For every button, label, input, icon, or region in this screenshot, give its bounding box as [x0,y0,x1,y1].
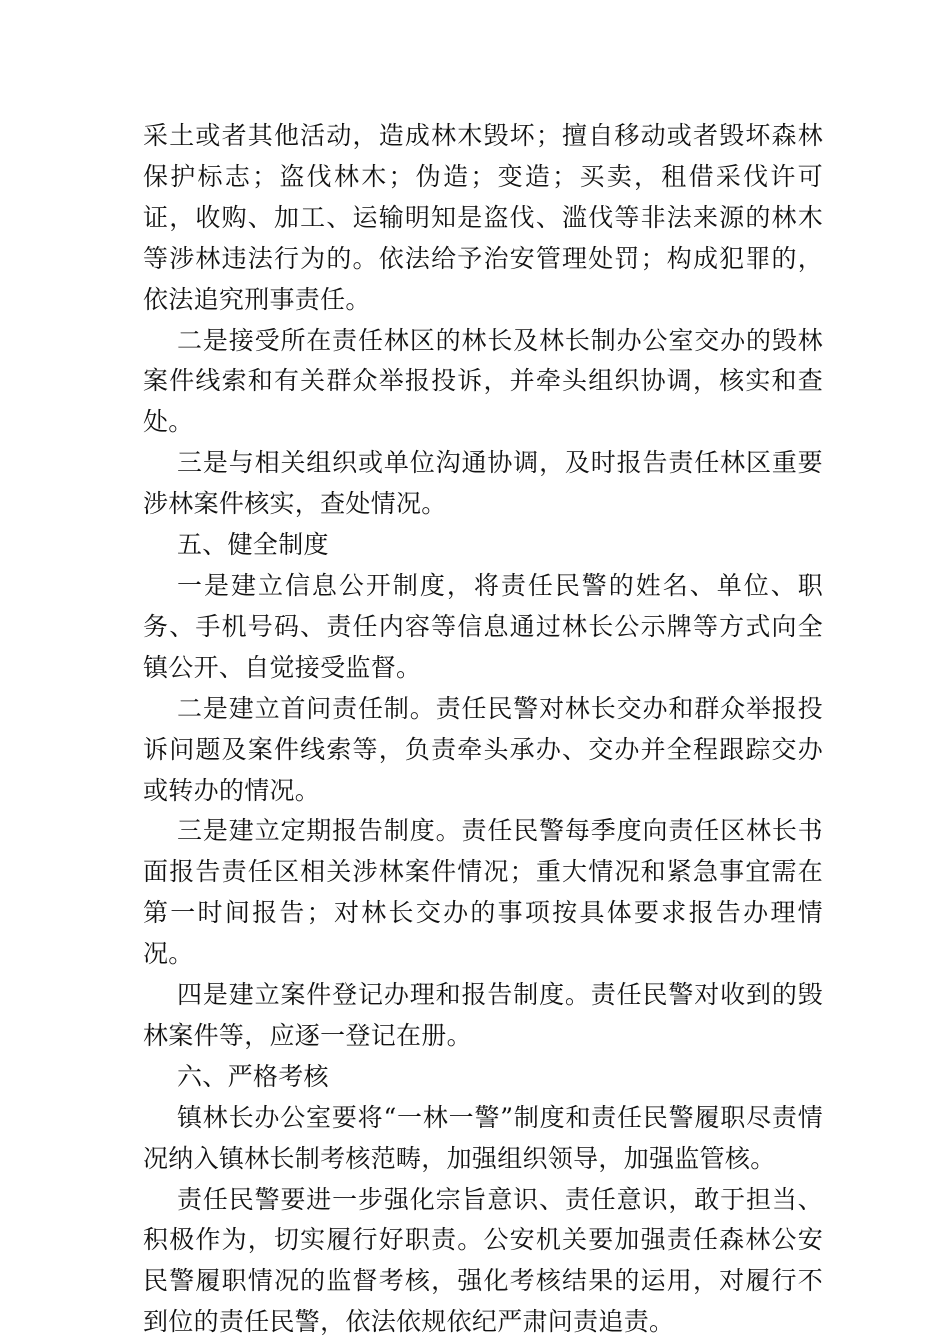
section-heading-5: 五、健全制度 [177,530,329,560]
section-heading-6: 六、严格考核 [177,1061,329,1091]
paragraph-case-registration: 四是建立案件登记办理和报告制度。责任民警对收到的毁林案件等，应逐一登记在册。 [143,980,823,1050]
paragraph-regular-report: 三是建立定期报告制度。责任民警每季度向责任区林长书面报告责任区相关涉林案件情况；重大情况和紧急事宜需在第一时间报告；对林长交办的事项按具体要求报告办理情况。 [143,816,823,969]
paragraph-continued-violations: 采土或者其他活动，造成林木毁坏；擅自移动或者毁坏森林保护标志；盗伐林木；伪造；变造；买卖，租借采伐许可证，收购、加工、运输明知是盗伐、滥伐等非法来源的林木等涉林违法行为的。依法给予治安管理处罚；构成犯罪的，依法追究刑事责任。 [143,121,823,314]
paragraph-info-disclosure: 一是建立信息公开制度，将责任民警的姓名、单位、职务、手机号码、责任内容等信息通过林长公示牌等方式向全镇公开、自觉接受监督。 [143,570,823,682]
paragraph-accountability: 责任民警要进一步强化宗旨意识、责任意识，敢于担当、积极作为，切实履行好职责。公安机关要加强责任森林公安民警履职情况的监督考核，强化考核结果的运用，对履行不到位的责任民警，依法依规依纪严肃问责追责。 [143,1184,823,1337]
paragraph-accept-clues: 二是接受所在责任林区的林长及林长制办公室交办的毁林案件线索和有关群众举报投诉，并牵头组织协调，核实和查处。 [143,325,823,437]
paragraph-communicate: 三是与相关组织或单位沟通协调，及时报告责任林区重要涉林案件核实，查处情况。 [143,448,823,519]
paragraph-assessment: 镇林长办公室要将“一林一警”制度和责任民警履职尽责情况纳入镇林长制考核范畴，加强组织领导，加强监管核。 [143,1102,823,1173]
document-body [143,116,823,1343]
paragraph-first-inquiry: 二是建立首问责任制。责任民警对林长交办和群众举报投诉问题及案件线索等，负责牵头承办、交办并全程跟踪交办或转办的情况。 [143,693,823,805]
